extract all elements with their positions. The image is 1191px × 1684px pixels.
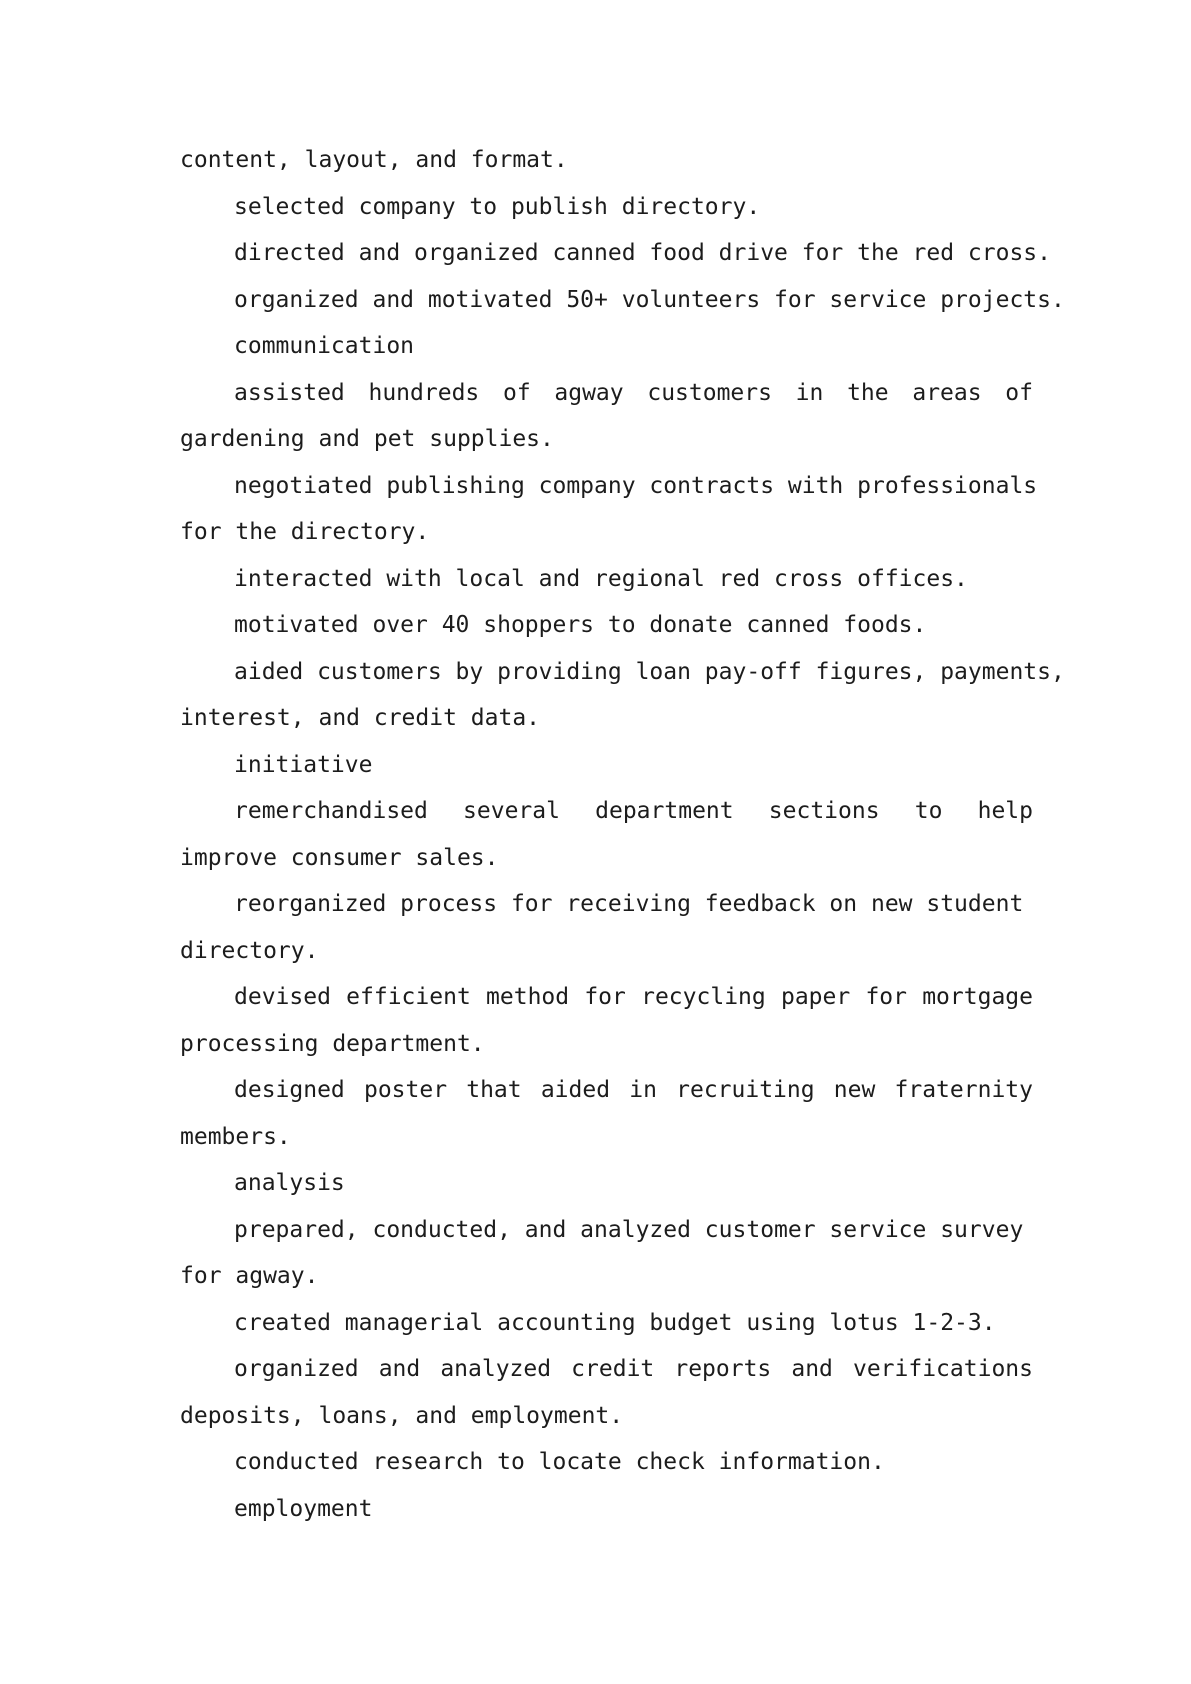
document-body [180,137,1065,1532]
text-line: processing department. [180,1030,485,1057]
section-heading: employment [234,1495,373,1522]
text-line: content, layout, and format. [180,147,568,173]
section-heading: initiative [234,751,373,778]
text-line: organized and motivated 50+ volunteers for service projects. [234,286,1065,313]
text-line: directory. [180,937,319,964]
text-line: selected company to publish directory. [234,193,761,220]
text-line: gardening and pet supplies. [180,426,554,452]
text-line: reorganized process for receiving feedback on new student [234,891,1024,917]
text-line: remerchandised several department sections to help [234,798,1033,824]
text-line: improve consumer sales. [180,844,499,871]
text-line: conducted research to locate check information. [234,1449,885,1475]
text-line: interest, and credit data. [180,705,541,731]
text-line: for agway. [180,1263,319,1289]
section-heading: communication [234,333,415,359]
text-line: directed and organized canned food drive for the red cross. [234,240,1051,266]
text-line: motivated over 40 shoppers to donate canned foods. [234,612,927,638]
text-line: assisted hundreds of agway customers in the areas of [234,379,1033,406]
section-heading: analysis [234,1170,345,1196]
text-line: devised efficient method for recycling paper for mortgage [234,984,1033,1010]
text-line: for the directory. [180,519,430,545]
text-line: designed poster that aided in recruiting new fraternity [234,1077,1033,1103]
text-line: organized and analyzed credit reports and verifications [234,1356,1033,1382]
text-line: negotiated publishing company contracts with professionals [234,472,1038,499]
text-line: prepared, conducted, and analyzed customer service survey [234,1216,1024,1243]
text-line: members. [180,1123,291,1150]
text-line: aided customers by providing loan pay-off figures, payments, [234,658,1065,685]
text-line: deposits, loans, and employment. [180,1402,624,1429]
text-line: created managerial accounting budget using lotus 1-2-3. [234,1309,996,1336]
text-line: interacted with local and regional red cross offices. [234,565,968,592]
